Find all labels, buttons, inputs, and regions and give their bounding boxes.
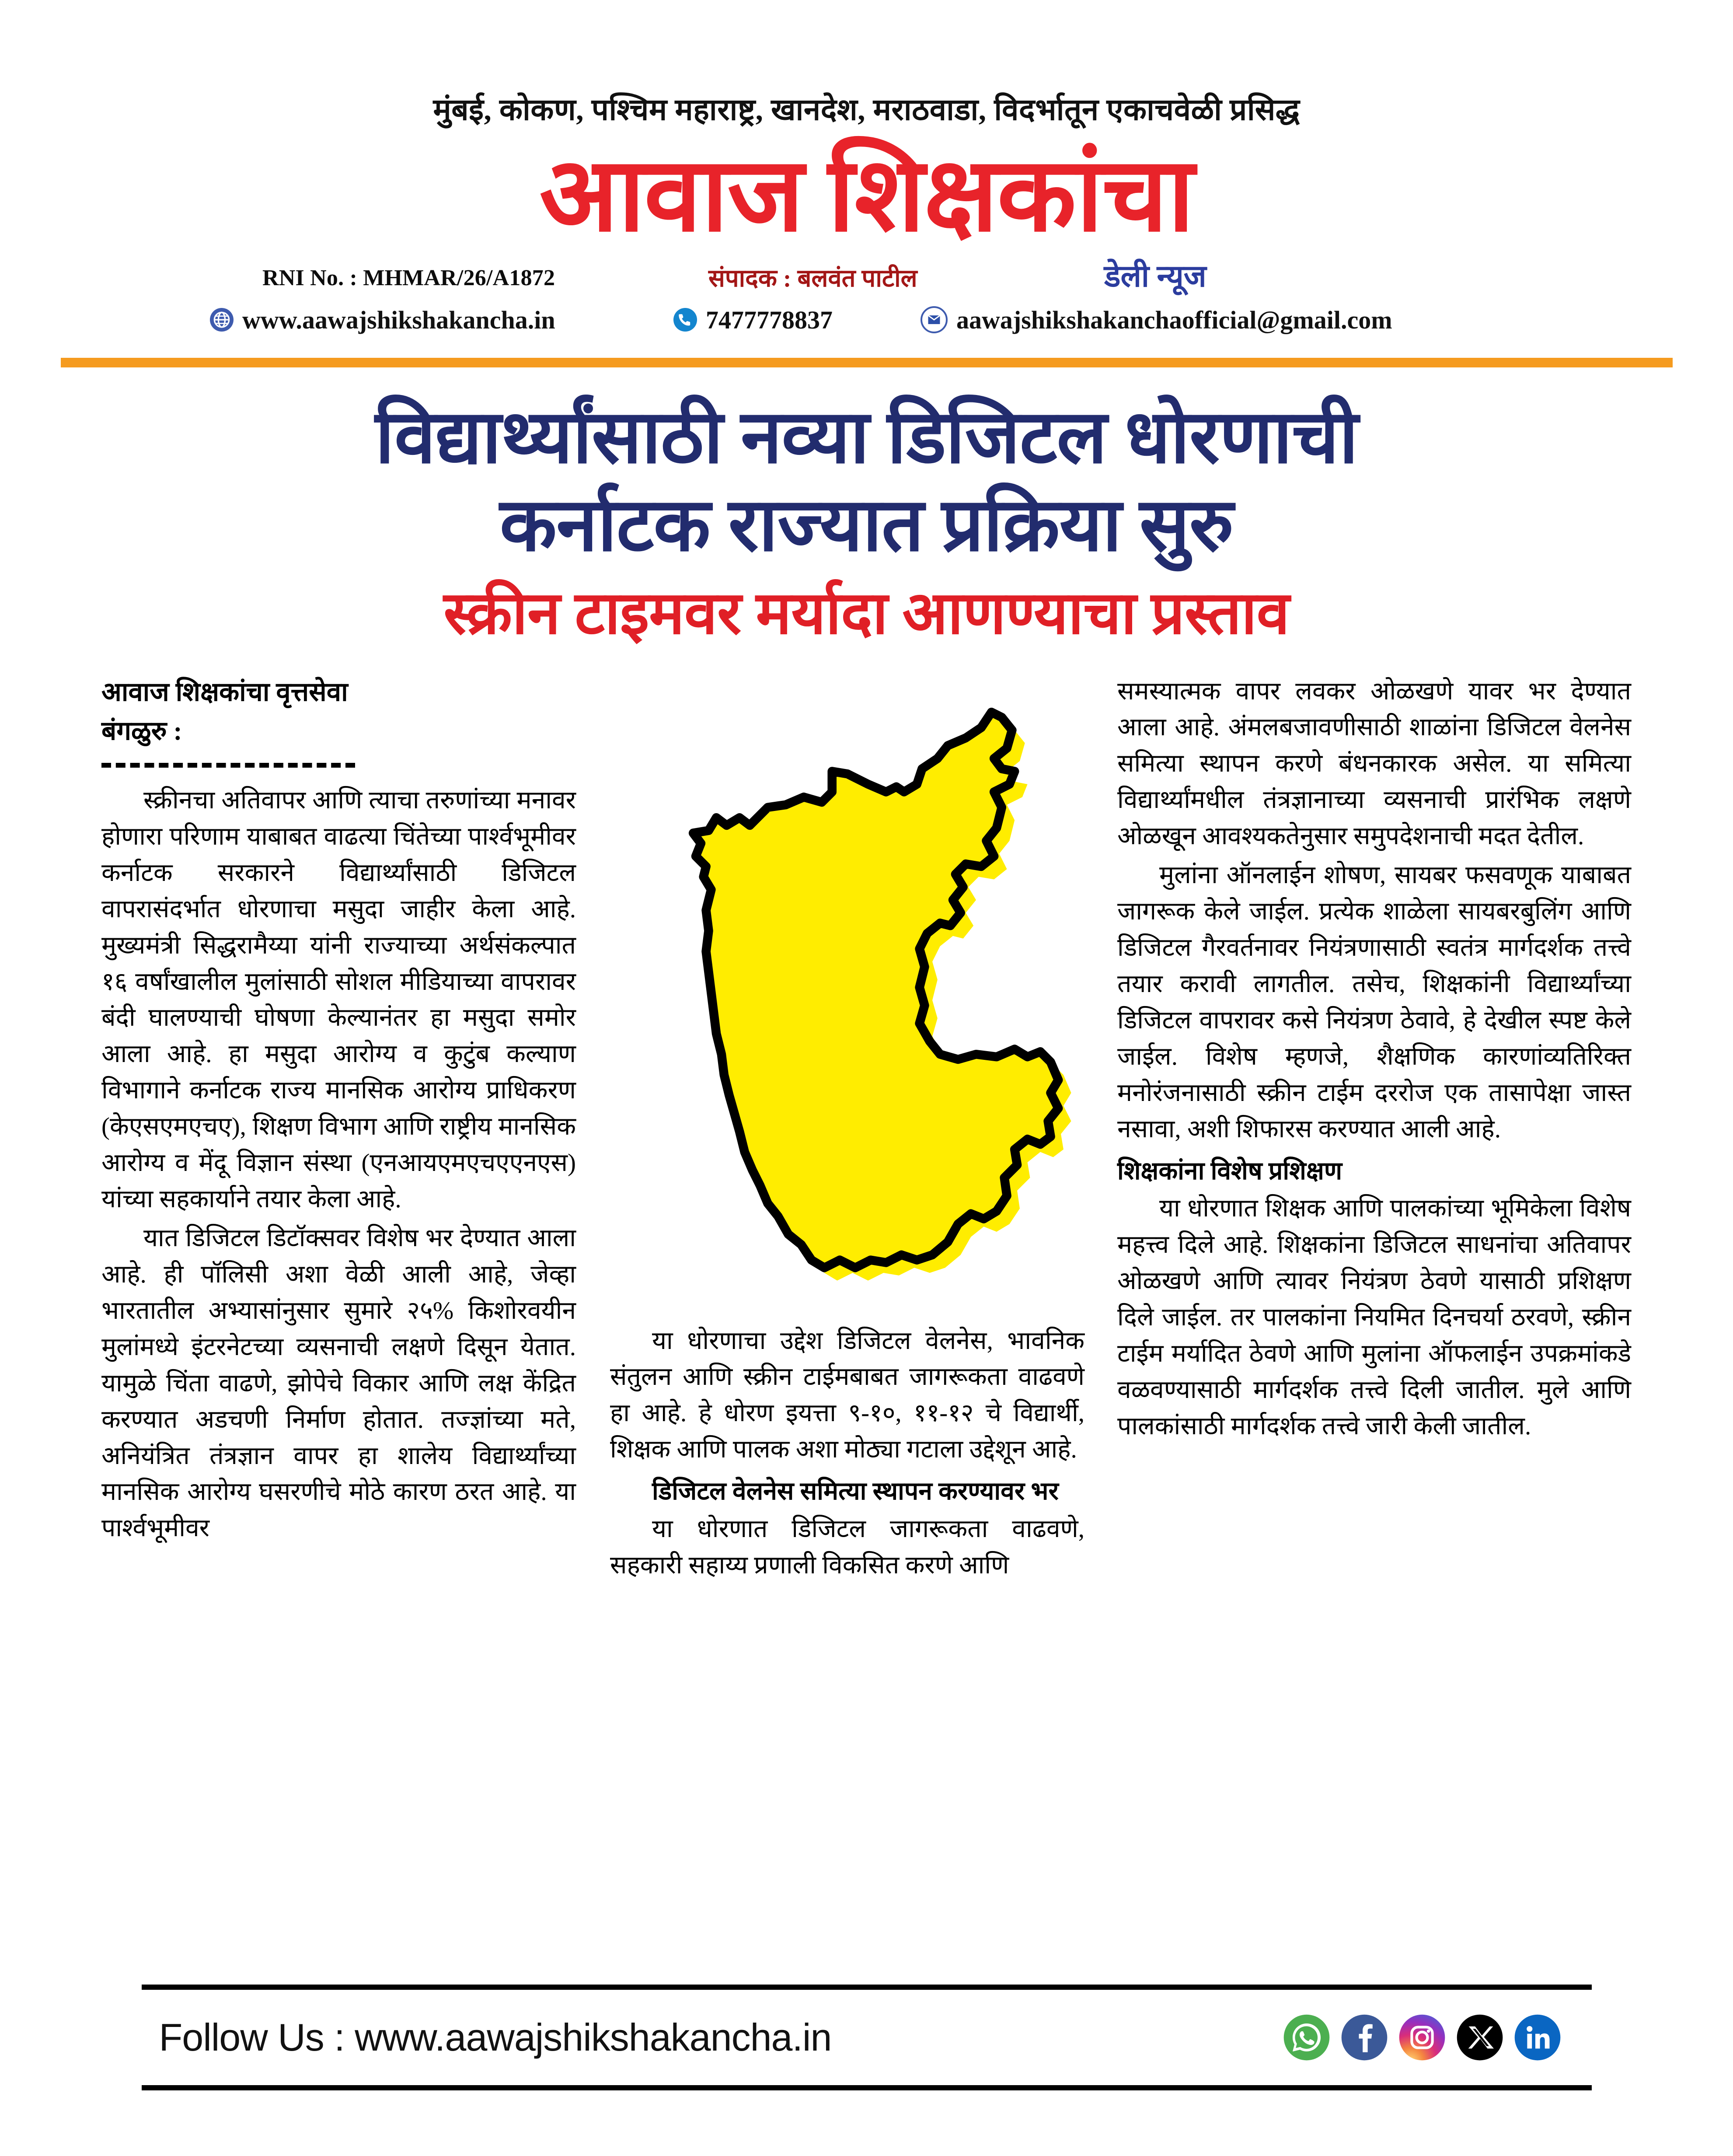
globe-icon <box>210 308 234 332</box>
phone-icon <box>673 308 697 332</box>
linkedin-icon[interactable] <box>1514 2014 1561 2061</box>
footer-rule-top <box>142 1985 1592 1990</box>
dateline: बंगळुरु : <box>101 716 182 745</box>
dash-rule <box>101 763 355 768</box>
section-subhead: डिजिटल वेलनेस समित्या स्थापन करण्यावर भर <box>652 1478 1059 1506</box>
masthead <box>0 0 1733 253</box>
newspaper-nameplate: आवाज शिक्षकांचा <box>539 139 1194 253</box>
karnataka-map-illustration <box>610 674 1084 1319</box>
social-icon-bar <box>1283 2014 1574 2061</box>
identity-row <box>0 255 1733 297</box>
footer <box>0 1985 1733 2090</box>
contact-email[interactable] <box>921 305 1392 335</box>
editor-name: संपादक : बलवंत पाटील <box>708 265 917 292</box>
email-text: aawajshikshakanchaofficial@gmail.com <box>956 305 1392 334</box>
column-right <box>1117 674 1631 1447</box>
phone-text: 7477778837 <box>706 305 833 334</box>
paragraph: या धोरणात शिक्षक आणि पालकांच्या भूमिकेला विशेष महत्त्व दिले आहे. शिक्षकांना डिजिटल साधनांचा अतिवापर ओळखणे आणि त्यावर नियंत्रण ठेवणे यासाठी प्रशिक्षण दिले जाईल. तर पालकांना नियमित दिनचर्या ठरवणे, स्क्रीन टाईम मर्यादित ठेवणे आणि मुलांना ऑफलाईन उपक्रमांकडे वळवण्यासाठी मार्गदर्शक तत्त्वे दिली जातील. मुले आणि पालकांसाठी मार्गदर्शक तत्त्वे जारी केली जातील. <box>1117 1195 1631 1440</box>
instagram-icon[interactable] <box>1398 2014 1446 2061</box>
paragraph: यात डिजिटल डिटॉक्सवर विशेष भर देण्यात आला आहे. ही पॉलिसी अशा वेळी आली आहे, जेव्हा भारतातील अभ्यासांनुसार सुमारे २५% किशोरवयीन मुलांमध्ये इंटरनेटच्या व्यसनाची लक्षणे दिसून येतात. यामुळे चिंता वाढणे, झोपेचे विकार आणि लक्ष केंद्रित करण्यात अडचणी निर्माण होतात. तज्ज्ञांच्या मते, अनियंत्रित तंत्रज्ञान वापर हा शालेय विद्यार्थ्यांच्या मानसिक आरोग्य घसरणीचे मोठे कारण ठरत आहे. या पार्श्वभूमीवर <box>101 1224 576 1542</box>
paragraph: या धोरणात डिजिटल जागरूकता वाढवणे, सहकारी सहाय्य प्रणाली विकसित करणे आणि <box>610 1515 1084 1579</box>
x-twitter-icon[interactable] <box>1456 2014 1503 2061</box>
footer-inner <box>142 1990 1592 2085</box>
contact-website[interactable] <box>210 305 555 335</box>
column-left <box>101 674 576 1550</box>
daily-news-label: डेली न्यूज <box>1104 259 1206 294</box>
email-icon <box>921 306 948 333</box>
footer-rule-bottom <box>142 2085 1592 2090</box>
section-subhead: शिक्षकांना विशेष प्रशिक्षण <box>1117 1157 1342 1185</box>
column-middle <box>610 674 1084 1586</box>
paragraph: स्क्रीनचा अतिवापर आणि त्याचा तरुणांच्या मनावर होणारा परिणाम याबाबत वाढत्या चिंतेच्या पार्श्वभूमीवर कर्नाटक सरकारने विद्यार्थ्यांसाठी डिजिटल वापरासंदर्भात धोरणाचा मसुदा जाहीर केला आहे. मुख्यमंत्री सिद्धरामैय्या यांनी राज्याच्या अर्थसंकल्पात १६ वर्षांखालील मुलांसाठी सोशल मीडियाच्या वापरावर बंदी घालण्याची घोषणा केल्यानंतर हा मसुदा समोर आला आहे. हा मसुदा आरोग्य व कुटुंब कल्याण विभागाने कर्नाटक राज्य मानसिक आरोग्य प्राधिकरण (केएसएमएचए), शिक्षण विभाग आणि राष्ट्रीय मानसिक आरोग्य व मेंदू विज्ञान संस्था (एनआयएमएचएएनएस) यांच्या सहकार्याने तयार केला आहे. <box>101 786 576 1213</box>
headline-line-1: विद्यार्थ्यांसाठी नव्या डिजिटल धोरणाची <box>375 396 1358 479</box>
headline-block <box>0 394 1733 648</box>
whatsapp-icon[interactable] <box>1283 2014 1330 2061</box>
facebook-icon[interactable] <box>1341 2014 1388 2061</box>
article-body <box>0 674 1733 1728</box>
follow-us-text: Follow Us : www.aawajshikshakancha.in <box>159 2016 832 2059</box>
paragraph: मुलांना ऑनलाईन शोषण, सायबर फसवणूक याबाबत जागरूक केले जाईल. प्रत्येक शाळेला सायबरबुलिंग आणि डिजिटल गैरवर्तनावर नियंत्रणासाठी स्वतंत्र मार्गदर्शक तत्त्वे तयार करावी लागतील. तसेच, शिक्षकांनी विद्यार्थ्यांच्या डिजिटल वापरावर कसे नियंत्रण ठेवावे, हे देखील स्पष्ट केले जाईल. विशेष म्हणजे, शैक्षणिक कारणांव्यतिरिक्त मनोरंजनासाठी स्क्रीन टाईम दररोज एक तासापेक्षा जास्त नसावा, अशी शिफारस करण्यात आली आहे. <box>1117 861 1631 1143</box>
strapline: मुंबई, कोकण, पश्चिम महाराष्ट्र, खानदेश, मराठवाडा, विदर्भातून एकाचवेळी प्रसिद्ध <box>433 93 1300 126</box>
paragraph: या धोरणाचा उद्देश डिजिटल वेलनेस, भावनिक संतुलन आणि स्क्रीन टाईमबाबत जागरूकता वाढवणे हा आहे. हे धोरण इयत्ता ९-१०, ११-१२ चे विद्यार्थी, शिक्षक आणि पालक अशा मोठ्या गटाला उद्देशून आहे. <box>610 1327 1084 1464</box>
subheadline: स्क्रीन टाइमवर मर्यादा आणण्याचा प्रस्ताव <box>443 581 1290 647</box>
karnataka-map-svg <box>616 674 1079 1317</box>
contact-row <box>0 300 1733 347</box>
website-text: www.aawajshikshakancha.in <box>242 305 555 334</box>
contact-phone[interactable] <box>673 305 833 335</box>
paragraph: समस्यात्मक वापर लवकर ओळखणे यावर भर देण्यात आला आहे. अंमलबजावणीसाठी शाळांना डिजिटल वेलनेस समित्या स्थापन करणे बंधनकारक असेल. या समित्या विद्यार्थ्यांमधील तंत्रज्ञानाच्या व्यसनाची प्रारंभिक लक्षणे ओळखून आवश्यकतेनुसार समुपदेशनाची मदत देतील. <box>1117 677 1631 850</box>
byline: आवाज शिक्षकांचा वृत्तसेवा <box>101 677 348 706</box>
rni-number: RNI No. : MHMAR/26/A1872 <box>262 265 555 290</box>
headline-line-2: कर्नाटक राज्यात प्रक्रिया सुरु <box>499 484 1234 566</box>
orange-divider <box>61 358 1673 367</box>
